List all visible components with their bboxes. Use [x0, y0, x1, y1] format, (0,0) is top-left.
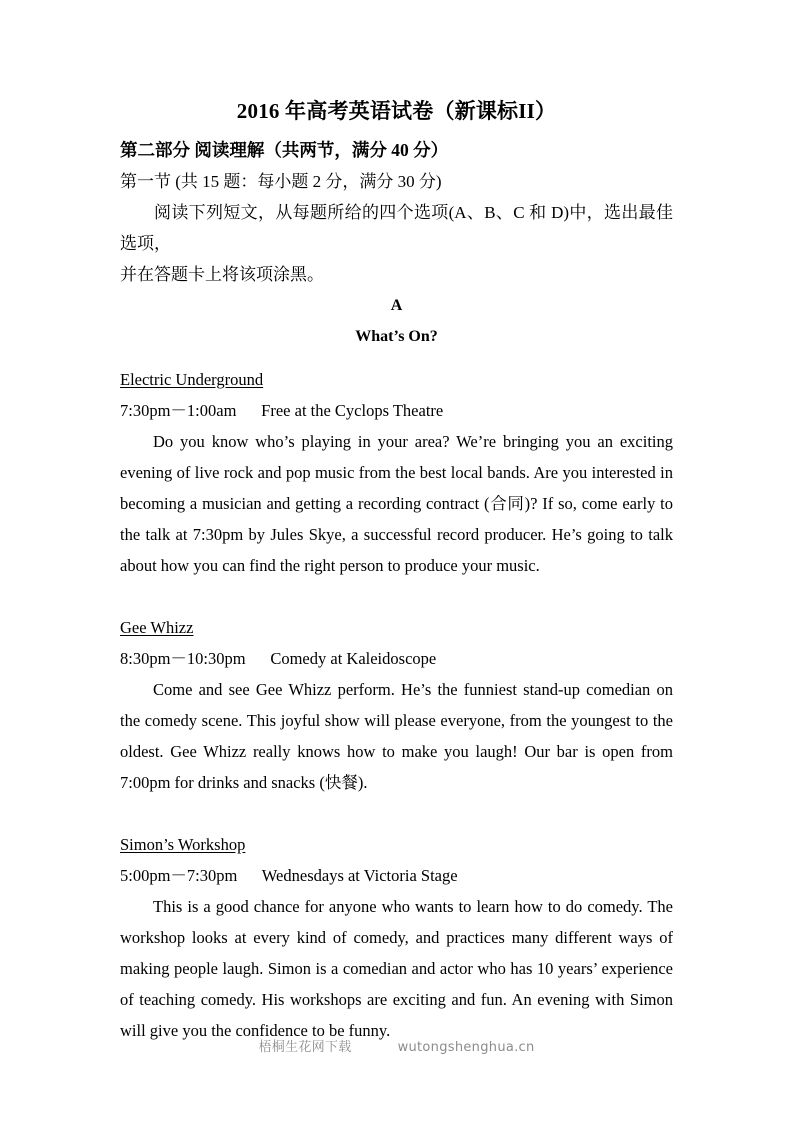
event-schedule	[120, 395, 673, 426]
event-venue: Comedy at Kaleidoscope	[270, 649, 437, 668]
watermark-chinese-text: 梧桐生花网下载	[258, 1040, 352, 1055]
event-venue: Free at the Cyclops Theatre	[261, 401, 444, 420]
event-description: Do you know who’s playing in your area? We’re bringing you an exciting evening of live rock and pop music from the best local bands. Are you interested in becoming a musician and getting a recording contract (合同)? If so, come early to the talk at 7:30pm by Jules Skye, a successful record producer. He’s going to talk about how you can find the right person to produce your music.	[120, 432, 673, 575]
event-time: 5:00pm－7:30pm	[120, 866, 238, 885]
event-block-gee-whizz	[120, 612, 673, 798]
page-title: 2016 年高考英语试卷（新课标II）	[236, 99, 557, 123]
passage-title: What’s On?	[355, 328, 438, 345]
instruction-line-2: 并在答题卡上将该项涂黑。	[120, 265, 324, 284]
event-name-text: Gee Whizz	[120, 618, 194, 637]
instruction-line-1: 阅读下列短文，从每题所给的四个选项(A、B、C 和 D)中，选出最佳选项，	[120, 203, 673, 253]
event-time-venue-gap	[236, 401, 261, 420]
passage-letter: A	[390, 297, 403, 314]
event-description: This is a good chance for anyone who wants to learn how to do comedy. The workshop looks at every kind of comedy, and practices many different ways of making people laugh. Simon is a comedian and actor who has 10 years’ experience of teaching comedy. His workshops are exciting and fun. An evening with Simon will give you the confidence to be funny.	[120, 897, 673, 1040]
event-schedule	[120, 860, 673, 891]
event-name-text: Electric Underground	[120, 370, 264, 389]
event-description: Come and see Gee Whizz perform. He’s the funniest stand-up comedian on the comedy scene. This joyful show will please everyone, from the youngest to the oldest. Gee Whizz really knows how to make you laugh! Our bar is open from 7:00pm for drinks and snacks (快餐).	[120, 680, 673, 792]
event-schedule	[120, 643, 673, 674]
event-name-text: Simon’s Workshop	[120, 835, 246, 854]
event-time: 7:30pm－1:00am	[120, 401, 237, 420]
spacer	[120, 798, 673, 829]
event-name	[120, 364, 673, 395]
event-time-venue-gap	[237, 866, 261, 885]
event-venue: Wednesdays at Victoria Stage	[261, 866, 458, 885]
watermark-url: wutongshenghua.cn	[397, 1040, 535, 1055]
footer-watermark	[0, 1036, 793, 1055]
section-heading: 第一节 (共 15 题：每小题 2 分，满分 30 分)	[120, 172, 442, 191]
part-heading: 第二部分 阅读理解（共两节，满分 40 分）	[120, 140, 449, 160]
event-name	[120, 829, 673, 860]
document-content	[120, 96, 673, 1046]
spacer	[120, 581, 673, 612]
event-block-simons-workshop	[120, 829, 673, 1046]
event-time-venue-gap	[246, 649, 271, 668]
event-time: 8:30pm－10:30pm	[120, 649, 246, 668]
event-block-electric-underground	[120, 364, 673, 581]
event-name	[120, 612, 673, 643]
spacer	[120, 352, 673, 364]
